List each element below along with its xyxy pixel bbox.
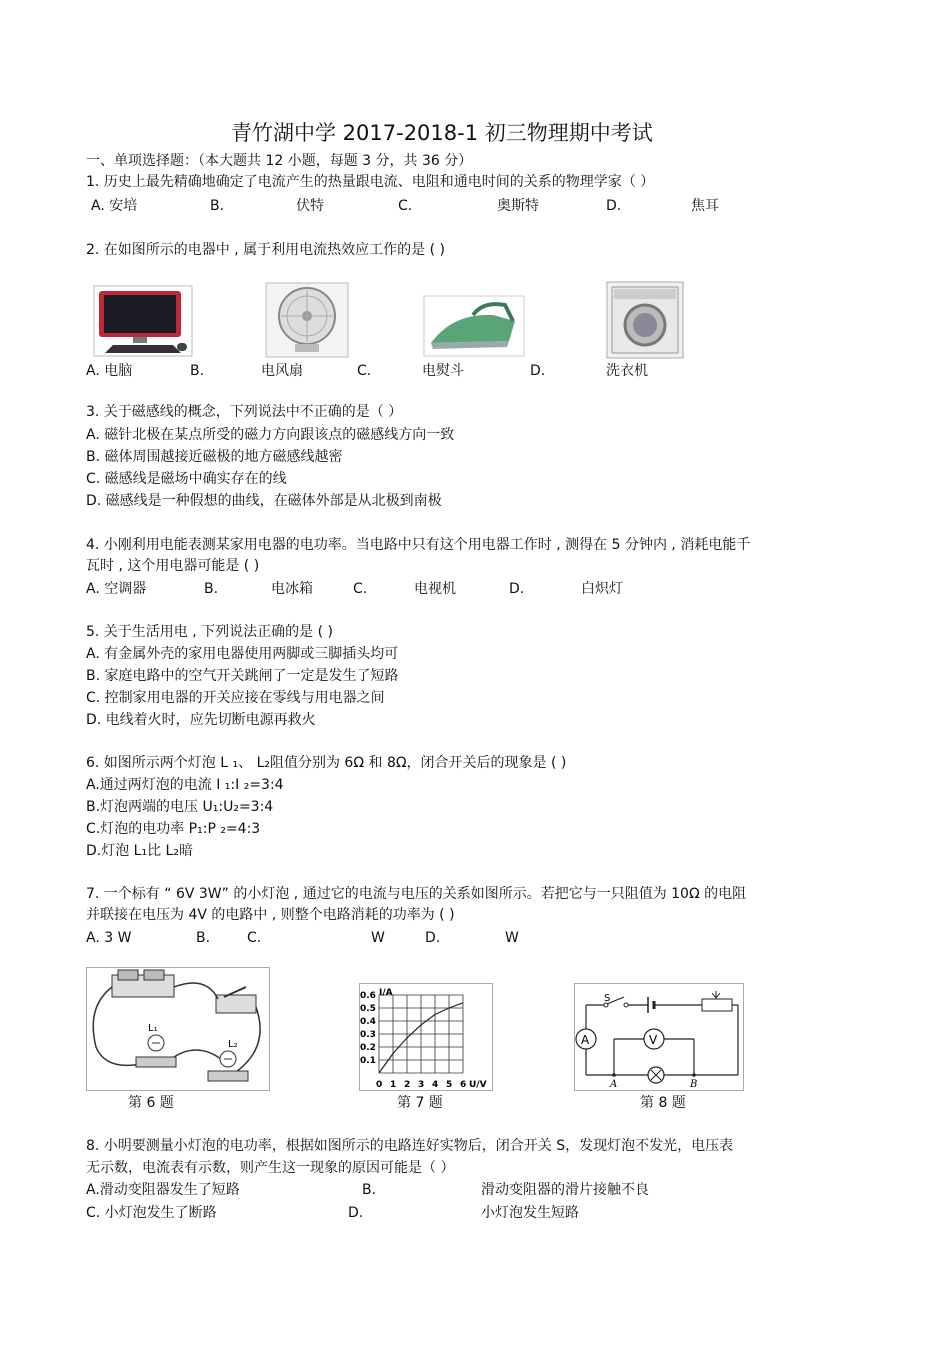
figure-7-graph	[359, 983, 493, 1091]
q5-option-b: B. 家庭电路中的空气开关跳闸了一定是发生了短路	[86, 668, 399, 684]
q7-option-a: A. 3 W	[86, 930, 132, 946]
q6-option-a: A.通过两灯泡的电流 I ₁:I ₂=3:4	[86, 777, 284, 793]
y-tick: 0.3	[360, 1030, 376, 1040]
section-heading: 一、单项选择题：（本大题共 12 小题，每题 3 分，共 36 分）	[86, 153, 473, 169]
q7-option-d-letter: D.	[425, 930, 441, 946]
q6-option-d: D.灯泡 L₁比 L₂暗	[86, 843, 193, 859]
q8-stem-line1: 8. 小明要测量小灯泡的电功率，根据如图所示的电路连好实物后，闭合开关 S，发现灯泡不发光，电压表	[86, 1138, 734, 1154]
figure-6-caption: 第 6 题	[128, 1095, 174, 1111]
q4-stem-line2: 瓦时 , 这个用电器可能是 ( )	[86, 558, 260, 574]
q2-option-c: 电熨斗	[422, 363, 464, 379]
washing-machine-image	[606, 281, 684, 359]
q7-stem-line2: 并联接在电压为 4V 的电路中 , 则整个电路消耗的功率为 ( )	[86, 907, 455, 923]
q3-option-a: A. 磁针北极在某点所受的磁力方向跟该点的磁感线方向一致	[86, 427, 455, 443]
y-tick: 0.2	[360, 1043, 376, 1053]
y-tick: 0.1	[360, 1056, 376, 1066]
computer-image	[93, 285, 193, 357]
page-title: 青竹湖中学 2017-2018-1 初三物理期中考试	[231, 121, 653, 145]
figure-6-circuit	[86, 967, 270, 1091]
q7-option-b-letter: B.	[196, 930, 211, 946]
q8-option-b: 滑动变阻器的滑片接触不良	[481, 1182, 649, 1198]
point-a-label: A	[610, 1079, 618, 1090]
q8-option-d-letter: D.	[348, 1205, 364, 1221]
q2-option-c-letter: C.	[357, 363, 372, 379]
q4-stem-line1: 4. 小刚利用电能表测某家用电器的电功率。当电路中只有这个用电器工作时 , 测得在 5 分钟内 , 消耗电能千	[86, 537, 751, 553]
q2-option-d: 洗衣机	[606, 363, 648, 379]
voltmeter-symbol: V	[649, 1033, 658, 1047]
figure-8-caption: 第 8 题	[640, 1095, 686, 1111]
figure-7-caption: 第 7 题	[397, 1095, 443, 1111]
y-tick: 0.5	[360, 1004, 376, 1014]
ammeter-symbol: A	[581, 1033, 590, 1047]
q2-stem: 2. 在如图所示的电器中 , 属于利用电流热效应工作的是 ( )	[86, 242, 445, 258]
q7-option-c-letter: C.	[247, 930, 262, 946]
q7-option-c: W	[371, 930, 385, 946]
q6-option-b: B.灯泡两端的电压 U₁:U₂=3:4	[86, 799, 274, 815]
q5-stem: 5. 关于生活用电 , 下列说法正确的是 ( )	[86, 624, 333, 640]
y-tick: 0.4	[360, 1017, 376, 1027]
q2-option-b: 电风扇	[261, 363, 303, 379]
q4-option-a: A. 空调器	[86, 581, 147, 597]
x-tick: 4	[432, 1080, 439, 1090]
q8-option-c: C. 小灯泡发生了断路	[86, 1205, 217, 1221]
q2-option-a: A. 电脑	[86, 363, 133, 379]
lamp-2-label: L₂	[228, 1039, 238, 1050]
q8-option-d: 小灯泡发生短路	[481, 1205, 579, 1221]
q4-option-b-letter: B.	[204, 581, 219, 597]
graph-y-label: I/A	[379, 988, 393, 998]
iron-image	[423, 295, 525, 357]
q4-option-c-letter: C.	[353, 581, 368, 597]
figure-8-schematic	[574, 983, 744, 1091]
q5-option-c: C. 控制家用电器的开关应接在零线与用电器之间	[86, 690, 385, 706]
y-tick: 0.6	[360, 991, 376, 1001]
q5-option-a: A. 有金属外壳的家用电器使用两脚或三脚插头均可	[86, 646, 399, 662]
q1-option-a: A. 安培	[91, 198, 138, 214]
q1-stem: 1. 历史上最先精确地确定了电流产生的热量跟电流、电阻和通电时间的关系的物理学家（ ）	[86, 174, 655, 190]
x-tick: 6	[460, 1080, 467, 1090]
x-tick: 0	[376, 1080, 383, 1090]
q3-stem: 3. 关于磁感线的概念，下列说法中不正确的是（ ）	[86, 404, 403, 420]
graph-x-label: U/V	[469, 1080, 487, 1090]
q1-option-d: 焦耳	[691, 198, 719, 214]
x-tick: 1	[390, 1080, 397, 1090]
q1-option-b-letter: B.	[210, 198, 225, 214]
q6-option-c: C.灯泡的电功率 P₁:P ₂=4:3	[86, 821, 261, 837]
q8-stem-line2: 无示数，电流表有示数，则产生这一现象的原因可能是（ ）	[86, 1160, 455, 1176]
q7-stem-line1: 7. 一个标有 “ 6V 3W” 的小灯泡 , 通过它的电流与电压的关系如图所示。若把它与一只阻值为 10Ω 的电阻	[86, 886, 747, 902]
q4-option-d-letter: D.	[509, 581, 525, 597]
fan-image	[265, 282, 349, 358]
switch-label: S	[604, 993, 611, 1004]
q4-option-d: 白炽灯	[581, 581, 623, 597]
q8-option-a: A.滑动变阻器发生了短路	[86, 1182, 240, 1198]
q3-option-c: C. 磁感线是磁场中确实存在的线	[86, 471, 287, 487]
q4-option-c: 电视机	[414, 581, 456, 597]
q1-option-d-letter: D.	[606, 198, 622, 214]
x-tick: 2	[404, 1080, 411, 1090]
q8-option-b-letter: B.	[362, 1182, 377, 1198]
q3-option-d: D. 磁感线是一种假想的曲线，在磁体外部是从北极到南极	[86, 493, 442, 509]
x-tick: 3	[418, 1080, 425, 1090]
q5-option-d: D. 电线着火时，应先切断电源再救火	[86, 712, 316, 728]
q2-option-d-letter: D.	[530, 363, 546, 379]
q2-option-b-letter: B.	[190, 363, 205, 379]
q4-option-b: 电冰箱	[271, 581, 313, 597]
q1-option-c: 奥斯特	[497, 198, 539, 214]
lamp-1-label: L₁	[148, 1023, 158, 1034]
q1-option-b: 伏特	[296, 198, 324, 214]
q6-stem: 6. 如图所示两个灯泡 L ₁、 L₂阻值分别为 6Ω 和 8Ω，闭合开关后的现象是 ( )	[86, 755, 567, 771]
q3-option-b: B. 磁体周围越接近磁极的地方磁感线越密	[86, 449, 343, 465]
q7-option-d: W	[505, 930, 519, 946]
point-b-label: B	[690, 1079, 698, 1090]
q1-option-c-letter: C.	[398, 198, 413, 214]
x-tick: 5	[446, 1080, 453, 1090]
